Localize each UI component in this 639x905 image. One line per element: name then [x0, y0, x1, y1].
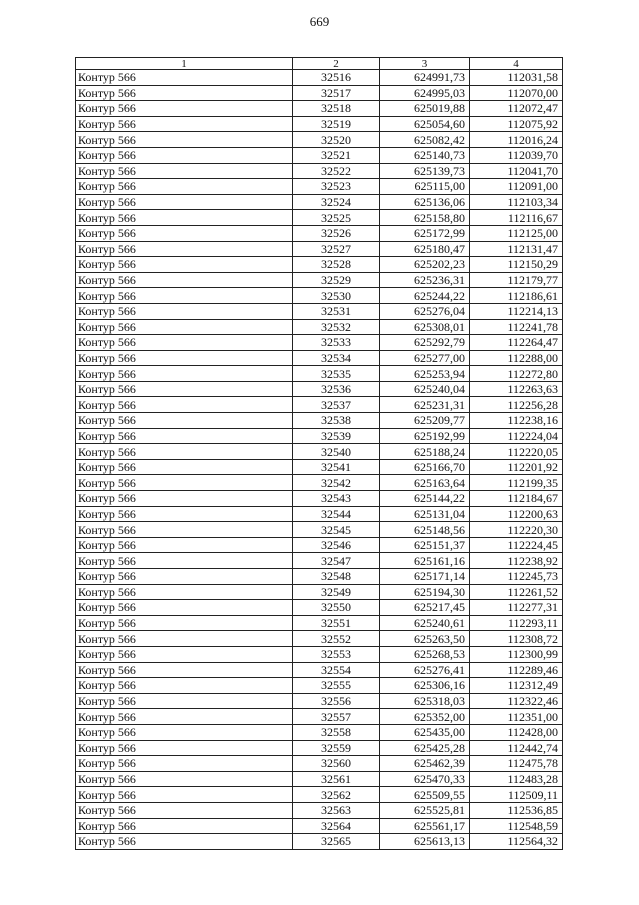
contour-name-cell: Контур 566 — [76, 116, 293, 132]
coordinate-y-cell: 112150,29 — [470, 257, 563, 273]
coordinate-x-cell: 625240,04 — [380, 381, 470, 397]
point-number-cell: 32547 — [293, 553, 380, 569]
table-row — [76, 724, 563, 740]
point-number-cell: 32518 — [293, 101, 380, 117]
table-row — [76, 132, 563, 148]
point-number-cell: 32562 — [293, 787, 380, 803]
table-row — [76, 413, 563, 429]
table-row — [76, 522, 563, 538]
point-number-cell: 32530 — [293, 288, 380, 304]
coordinate-x-cell: 625268,53 — [380, 646, 470, 662]
coordinate-x-cell: 625253,94 — [380, 366, 470, 382]
point-number-cell: 32544 — [293, 506, 380, 522]
table-row — [76, 756, 563, 772]
coordinate-y-cell: 112277,31 — [470, 600, 563, 616]
table-row — [76, 459, 563, 475]
coordinate-x-cell: 625202,23 — [380, 257, 470, 273]
contour-name-cell: Контур 566 — [76, 631, 293, 647]
coordinate-y-cell: 112300,99 — [470, 646, 563, 662]
coordinate-x-cell: 625192,99 — [380, 428, 470, 444]
point-number-cell: 32558 — [293, 724, 380, 740]
contour-name-cell: Контур 566 — [76, 335, 293, 351]
point-number-cell: 32555 — [293, 678, 380, 694]
coordinate-x-cell: 625435,00 — [380, 724, 470, 740]
coordinate-x-cell: 625561,17 — [380, 818, 470, 834]
coordinate-y-cell: 112220,30 — [470, 522, 563, 538]
coordinate-x-cell: 625209,77 — [380, 413, 470, 429]
contour-name-cell: Контур 566 — [76, 147, 293, 163]
table-row — [76, 428, 563, 444]
point-number-cell: 32540 — [293, 444, 380, 460]
coordinate-x-cell: 624991,73 — [380, 70, 470, 86]
point-number-cell: 32560 — [293, 756, 380, 772]
table-row — [76, 335, 563, 351]
page-number: 669 — [309, 14, 330, 29]
table-row — [76, 491, 563, 507]
contour-name-cell: Контур 566 — [76, 522, 293, 538]
point-number-cell: 32520 — [293, 132, 380, 148]
point-number-cell: 32538 — [293, 413, 380, 429]
point-number-cell: 32536 — [293, 381, 380, 397]
coordinate-y-cell: 112031,58 — [470, 70, 563, 86]
table-body — [76, 70, 563, 850]
point-number-cell: 32533 — [293, 335, 380, 351]
coordinate-x-cell: 625148,56 — [380, 522, 470, 538]
coordinate-y-cell: 112308,72 — [470, 631, 563, 647]
point-number-cell: 32525 — [293, 210, 380, 226]
table-row — [76, 366, 563, 382]
table-row — [76, 272, 563, 288]
coordinate-x-cell: 625158,80 — [380, 210, 470, 226]
point-number-cell: 32552 — [293, 631, 380, 647]
table-row — [76, 444, 563, 460]
point-number-cell: 32557 — [293, 709, 380, 725]
coordinate-x-cell: 625115,00 — [380, 179, 470, 195]
coordinate-y-cell: 112220,05 — [470, 444, 563, 460]
contour-name-cell: Контур 566 — [76, 70, 293, 86]
point-number-cell: 32528 — [293, 257, 380, 273]
table-row — [76, 116, 563, 132]
table-row — [76, 257, 563, 273]
point-number-cell: 32523 — [293, 179, 380, 195]
coordinate-y-cell: 112351,00 — [470, 709, 563, 725]
point-number-cell: 32522 — [293, 163, 380, 179]
point-number-cell: 32561 — [293, 771, 380, 787]
point-number-cell: 32551 — [293, 615, 380, 631]
coordinate-x-cell: 625306,16 — [380, 678, 470, 694]
contour-name-cell: Контур 566 — [76, 303, 293, 319]
coordinate-y-cell: 112179,77 — [470, 272, 563, 288]
coordinate-x-cell: 625082,42 — [380, 132, 470, 148]
point-number-cell: 32548 — [293, 569, 380, 585]
point-number-cell: 32532 — [293, 319, 380, 335]
point-number-cell: 32543 — [293, 491, 380, 507]
coordinate-y-cell: 112201,92 — [470, 459, 563, 475]
coordinate-x-cell: 624995,03 — [380, 85, 470, 101]
coordinate-x-cell: 625244,22 — [380, 288, 470, 304]
contour-name-cell: Контур 566 — [76, 381, 293, 397]
coordinate-y-cell: 112483,28 — [470, 771, 563, 787]
coordinate-y-cell: 112199,35 — [470, 475, 563, 491]
contour-name-cell: Контур 566 — [76, 132, 293, 148]
coordinates-table — [75, 57, 563, 850]
coordinate-y-cell: 112264,47 — [470, 335, 563, 351]
contour-name-cell: Контур 566 — [76, 740, 293, 756]
point-number-cell: 32537 — [293, 397, 380, 413]
contour-name-cell: Контур 566 — [76, 194, 293, 210]
coordinate-y-cell: 112214,13 — [470, 303, 563, 319]
coordinate-x-cell: 625019,88 — [380, 101, 470, 117]
coordinate-x-cell: 625166,70 — [380, 459, 470, 475]
coordinate-x-cell: 625161,16 — [380, 553, 470, 569]
coordinate-y-cell: 112261,52 — [470, 584, 563, 600]
contour-name-cell: Контур 566 — [76, 257, 293, 273]
contour-name-cell: Контур 566 — [76, 210, 293, 226]
coordinate-x-cell: 625276,41 — [380, 662, 470, 678]
point-number-cell: 32550 — [293, 600, 380, 616]
table-row — [76, 662, 563, 678]
point-number-cell: 32546 — [293, 537, 380, 553]
contour-name-cell: Контур 566 — [76, 366, 293, 382]
contour-name-cell: Контур 566 — [76, 569, 293, 585]
coordinate-y-cell: 112241,78 — [470, 319, 563, 335]
contour-name-cell: Контур 566 — [76, 101, 293, 117]
contour-name-cell: Контур 566 — [76, 584, 293, 600]
coordinate-x-cell: 625131,04 — [380, 506, 470, 522]
contour-name-cell: Контур 566 — [76, 319, 293, 335]
table-row — [76, 615, 563, 631]
table-row — [76, 85, 563, 101]
point-number-cell: 32565 — [293, 834, 380, 850]
table-row — [76, 303, 563, 319]
table-row — [76, 179, 563, 195]
coordinate-x-cell: 625172,99 — [380, 225, 470, 241]
table-row — [76, 646, 563, 662]
point-number-cell: 32542 — [293, 475, 380, 491]
coordinate-x-cell: 625140,73 — [380, 147, 470, 163]
coordinate-x-cell: 625171,14 — [380, 569, 470, 585]
contour-name-cell: Контур 566 — [76, 475, 293, 491]
point-number-cell: 32556 — [293, 693, 380, 709]
coordinate-y-cell: 112238,92 — [470, 553, 563, 569]
contour-name-cell: Контур 566 — [76, 678, 293, 694]
coordinate-y-cell: 112263,63 — [470, 381, 563, 397]
contour-name-cell: Контур 566 — [76, 241, 293, 257]
contour-name-cell: Контур 566 — [76, 724, 293, 740]
coordinate-y-cell: 112103,34 — [470, 194, 563, 210]
table-row — [76, 740, 563, 756]
coordinate-x-cell: 625139,73 — [380, 163, 470, 179]
point-number-cell: 32545 — [293, 522, 380, 538]
coordinate-y-cell: 112272,80 — [470, 366, 563, 382]
coordinate-y-cell: 112039,70 — [470, 147, 563, 163]
coordinate-x-cell: 625231,31 — [380, 397, 470, 413]
coordinate-y-cell: 112548,59 — [470, 818, 563, 834]
coordinate-x-cell: 625352,00 — [380, 709, 470, 725]
coordinate-y-cell: 112070,00 — [470, 85, 563, 101]
table-row — [76, 569, 563, 585]
coordinate-x-cell: 625462,39 — [380, 756, 470, 772]
contour-name-cell: Контур 566 — [76, 693, 293, 709]
column-header-2: 2 — [293, 58, 380, 70]
coordinate-x-cell: 625276,04 — [380, 303, 470, 319]
coordinate-y-cell: 112091,00 — [470, 179, 563, 195]
coordinate-x-cell: 625277,00 — [380, 350, 470, 366]
point-number-cell: 32554 — [293, 662, 380, 678]
coordinate-y-cell: 112072,47 — [470, 101, 563, 117]
table-row — [76, 288, 563, 304]
coordinate-y-cell: 112200,63 — [470, 506, 563, 522]
contour-name-cell: Контур 566 — [76, 834, 293, 850]
coordinate-x-cell: 625240,61 — [380, 615, 470, 631]
point-number-cell: 32553 — [293, 646, 380, 662]
coordinate-y-cell: 112224,04 — [470, 428, 563, 444]
table-row — [76, 600, 563, 616]
coordinate-y-cell: 112041,70 — [470, 163, 563, 179]
table-row — [76, 693, 563, 709]
coordinate-x-cell: 625217,45 — [380, 600, 470, 616]
point-number-cell: 32549 — [293, 584, 380, 600]
coordinate-y-cell: 112075,92 — [470, 116, 563, 132]
coordinate-y-cell: 112289,46 — [470, 662, 563, 678]
table-row — [76, 834, 563, 850]
point-number-cell: 32531 — [293, 303, 380, 319]
table-row — [76, 818, 563, 834]
contour-name-cell: Контур 566 — [76, 802, 293, 818]
contour-name-cell: Контур 566 — [76, 646, 293, 662]
coordinate-y-cell: 112224,45 — [470, 537, 563, 553]
table-row — [76, 225, 563, 241]
coordinate-y-cell: 112293,11 — [470, 615, 563, 631]
coordinate-x-cell: 625151,37 — [380, 537, 470, 553]
table-row — [76, 397, 563, 413]
point-number-cell: 32516 — [293, 70, 380, 86]
coordinate-y-cell: 112428,00 — [470, 724, 563, 740]
coordinate-x-cell: 625613,13 — [380, 834, 470, 850]
column-header-3: 3 — [380, 58, 470, 70]
coordinate-y-cell: 112322,46 — [470, 693, 563, 709]
coordinate-x-cell: 625144,22 — [380, 491, 470, 507]
table-row — [76, 381, 563, 397]
contour-name-cell: Контур 566 — [76, 413, 293, 429]
coordinate-y-cell: 112442,74 — [470, 740, 563, 756]
contour-name-cell: Контур 566 — [76, 491, 293, 507]
coordinate-y-cell: 112186,61 — [470, 288, 563, 304]
coordinate-x-cell: 625136,06 — [380, 194, 470, 210]
contour-name-cell: Контур 566 — [76, 709, 293, 725]
coordinate-y-cell: 112312,49 — [470, 678, 563, 694]
table-row — [76, 771, 563, 787]
coordinate-y-cell: 112256,28 — [470, 397, 563, 413]
point-number-cell: 32563 — [293, 802, 380, 818]
contour-name-cell: Контур 566 — [76, 537, 293, 553]
contour-name-cell: Контур 566 — [76, 163, 293, 179]
contour-name-cell: Контур 566 — [76, 600, 293, 616]
table-row — [76, 709, 563, 725]
column-header-1: 1 — [76, 58, 293, 70]
table-row — [76, 584, 563, 600]
contour-name-cell: Контур 566 — [76, 662, 293, 678]
point-number-cell: 32521 — [293, 147, 380, 163]
table-row — [76, 506, 563, 522]
point-number-cell: 32539 — [293, 428, 380, 444]
coordinate-x-cell: 625308,01 — [380, 319, 470, 335]
table-row — [76, 553, 563, 569]
table-row — [76, 802, 563, 818]
contour-name-cell: Контур 566 — [76, 350, 293, 366]
point-number-cell: 32559 — [293, 740, 380, 756]
point-number-cell: 32534 — [293, 350, 380, 366]
contour-name-cell: Контур 566 — [76, 615, 293, 631]
table-row — [76, 537, 563, 553]
coordinate-x-cell: 625188,24 — [380, 444, 470, 460]
table-header-row — [76, 58, 563, 70]
coordinate-y-cell: 112564,32 — [470, 834, 563, 850]
table-row — [76, 241, 563, 257]
contour-name-cell: Контур 566 — [76, 179, 293, 195]
coordinate-y-cell: 112131,47 — [470, 241, 563, 257]
table-row — [76, 319, 563, 335]
contour-name-cell: Контур 566 — [76, 771, 293, 787]
table-row — [76, 147, 563, 163]
contour-name-cell: Контур 566 — [76, 272, 293, 288]
coordinate-x-cell: 625525,81 — [380, 802, 470, 818]
table-row — [76, 101, 563, 117]
coordinate-x-cell: 625180,47 — [380, 241, 470, 257]
table-row — [76, 475, 563, 491]
table-row — [76, 210, 563, 226]
coordinate-y-cell: 112116,67 — [470, 210, 563, 226]
contour-name-cell: Контур 566 — [76, 459, 293, 475]
coordinate-x-cell: 625292,79 — [380, 335, 470, 351]
coordinate-y-cell: 112125,00 — [470, 225, 563, 241]
coordinate-y-cell: 112245,73 — [470, 569, 563, 585]
point-number-cell: 32524 — [293, 194, 380, 210]
coordinate-y-cell: 112016,24 — [470, 132, 563, 148]
coordinate-y-cell: 112184,67 — [470, 491, 563, 507]
table-row — [76, 631, 563, 647]
coordinate-x-cell: 625194,30 — [380, 584, 470, 600]
table-row — [76, 787, 563, 803]
coordinate-x-cell: 625470,33 — [380, 771, 470, 787]
point-number-cell: 32517 — [293, 85, 380, 101]
point-number-cell: 32527 — [293, 241, 380, 257]
table-row — [76, 163, 563, 179]
contour-name-cell: Контур 566 — [76, 397, 293, 413]
contour-name-cell: Контур 566 — [76, 444, 293, 460]
column-header-4: 4 — [470, 58, 563, 70]
coordinate-y-cell: 112509,11 — [470, 787, 563, 803]
coordinate-x-cell: 625163,64 — [380, 475, 470, 491]
point-number-cell: 32519 — [293, 116, 380, 132]
table-row — [76, 350, 563, 366]
coordinate-x-cell: 625236,31 — [380, 272, 470, 288]
point-number-cell: 32564 — [293, 818, 380, 834]
coordinate-x-cell: 625263,50 — [380, 631, 470, 647]
coordinate-x-cell: 625054,60 — [380, 116, 470, 132]
contour-name-cell: Контур 566 — [76, 553, 293, 569]
point-number-cell: 32529 — [293, 272, 380, 288]
coordinate-y-cell: 112288,00 — [470, 350, 563, 366]
coordinate-y-cell: 112536,85 — [470, 802, 563, 818]
point-number-cell: 32535 — [293, 366, 380, 382]
table-row — [76, 678, 563, 694]
contour-name-cell: Контур 566 — [76, 225, 293, 241]
coordinate-y-cell: 112475,78 — [470, 756, 563, 772]
contour-name-cell: Контур 566 — [76, 288, 293, 304]
coordinate-x-cell: 625318,03 — [380, 693, 470, 709]
point-number-cell: 32526 — [293, 225, 380, 241]
point-number-cell: 32541 — [293, 459, 380, 475]
coordinate-y-cell: 112238,16 — [470, 413, 563, 429]
table-row — [76, 194, 563, 210]
coordinate-x-cell: 625509,55 — [380, 787, 470, 803]
contour-name-cell: Контур 566 — [76, 85, 293, 101]
contour-name-cell: Контур 566 — [76, 818, 293, 834]
contour-name-cell: Контур 566 — [76, 787, 293, 803]
coordinate-x-cell: 625425,28 — [380, 740, 470, 756]
contour-name-cell: Контур 566 — [76, 506, 293, 522]
table-row — [76, 70, 563, 86]
contour-name-cell: Контур 566 — [76, 428, 293, 444]
contour-name-cell: Контур 566 — [76, 756, 293, 772]
